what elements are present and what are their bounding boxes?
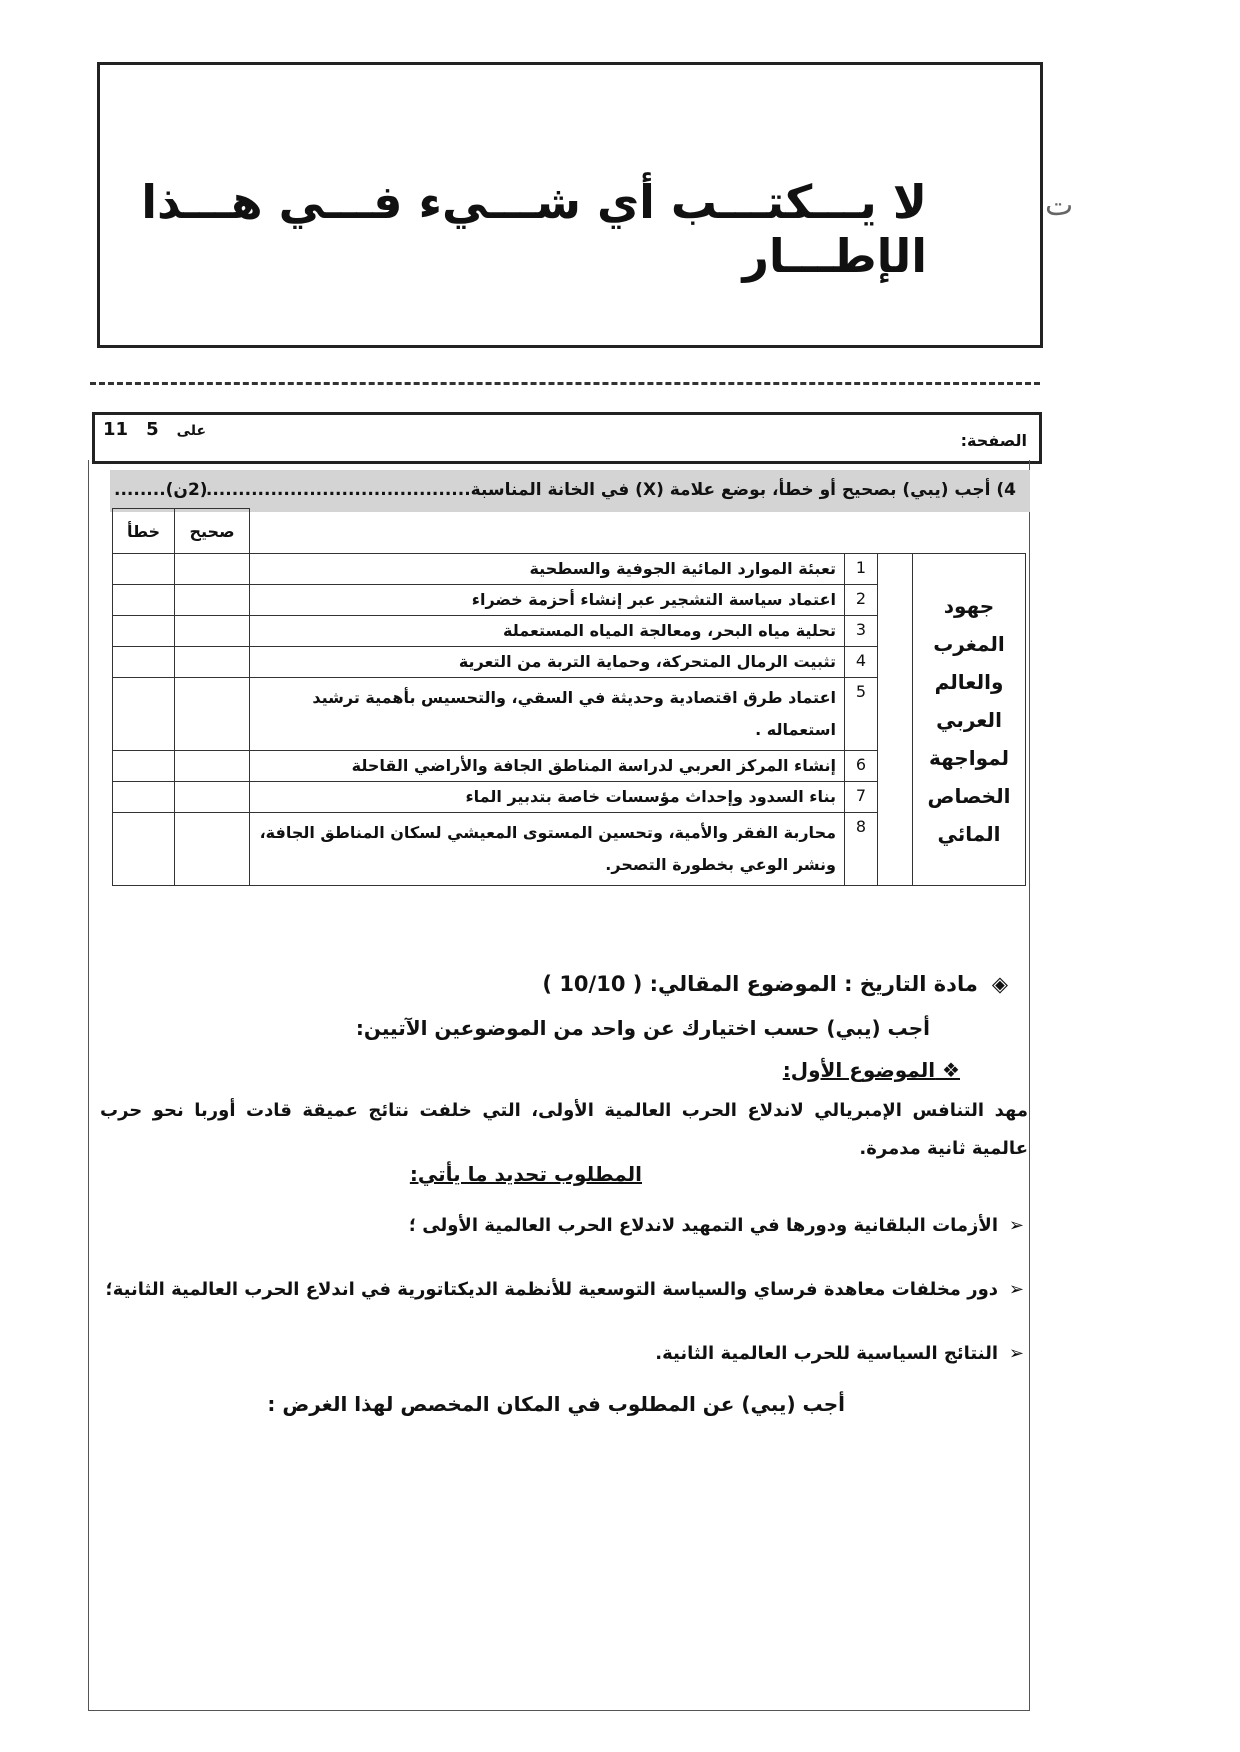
topic1-heading	[783, 1058, 960, 1082]
true-checkbox-cell[interactable]	[175, 647, 250, 678]
history-title-text: مادة التاريخ : الموضوع المقالي: ( 10/10 )	[542, 972, 978, 996]
choose-instruction: أجب (يبي) حسب اختيارك عن واحد من الموضوعين الآتيين:	[355, 1016, 930, 1040]
item-number: 3	[845, 616, 878, 647]
item-number: 4	[845, 647, 878, 678]
task-item	[100, 1269, 1024, 1311]
item-number: 7	[845, 782, 878, 813]
table-row	[113, 554, 1026, 585]
row-group-label: جهود المغرب والعالم العربي لمواجهة الخصاص المائي	[913, 554, 1026, 886]
false-checkbox-cell[interactable]	[113, 616, 175, 647]
true-checkbox-cell[interactable]	[175, 678, 250, 751]
false-checkbox-cell[interactable]	[113, 813, 175, 886]
col-true: صحيح	[175, 509, 250, 554]
item-number: 8	[845, 813, 878, 886]
true-checkbox-cell[interactable]	[175, 585, 250, 616]
true-checkbox-cell[interactable]	[175, 813, 250, 886]
question-instruction: 4) أجب (يبي) بصحيح أو خطأ، بوضع علامة (X) في الخانة المناسبة.........................................	[205, 480, 1016, 500]
false-checkbox-cell[interactable]	[113, 585, 175, 616]
true-false-table	[112, 508, 1026, 886]
item-statement: تعبئة الموارد المائية الجوفية والسطحية	[250, 554, 845, 585]
page-total: 11	[103, 419, 129, 440]
task-text: الأزمات البلقانية ودورها في التمهيد لاندلاع الحرب العالمية الأولى ؛	[408, 1215, 998, 1236]
no-write-notice: لا يـــكتـــب أي شـــيء فـــي هـــذا الإطـــار	[141, 175, 927, 283]
task-item	[100, 1205, 1024, 1247]
true-checkbox-cell[interactable]	[175, 554, 250, 585]
arrow-bullet-icon: ➢	[1008, 1215, 1024, 1236]
true-checkbox-cell[interactable]	[175, 782, 250, 813]
false-checkbox-cell[interactable]	[113, 647, 175, 678]
item-statement: تحلية مياه البحر، ومعالجة المياه المستعملة	[250, 616, 845, 647]
item-statement: تثبيت الرمال المتحركة، وحماية التربة من التعرية	[250, 647, 845, 678]
item-number: 1	[845, 554, 878, 585]
arrow-bullet-icon: ➢	[1008, 1279, 1024, 1300]
page-header	[92, 412, 1042, 464]
margin-mark: ت	[1045, 188, 1074, 223]
false-checkbox-cell[interactable]	[113, 554, 175, 585]
task-text: النتائج السياسية للحرب العالمية الثانية.	[655, 1343, 998, 1364]
item-statement: اعتماد سياسة التشجير عبر إنشاء أحزمة خضراء	[250, 585, 845, 616]
item-statement: بناء السدود وإحداث مؤسسات خاصة بتدبير الماء	[250, 782, 845, 813]
task-item	[100, 1333, 1024, 1375]
question-header	[110, 470, 1030, 512]
page-number	[103, 419, 224, 440]
item-number: 5	[845, 678, 878, 751]
page-label: الصفحة:	[960, 431, 1027, 450]
star-icon: ❖	[935, 1058, 960, 1082]
item-statement: اعتماد طرق اقتصادية وحديثة في السقي، والتحسيس بأهمية ترشيد استعماله .	[250, 678, 845, 751]
false-checkbox-cell[interactable]	[113, 751, 175, 782]
true-checkbox-cell[interactable]	[175, 751, 250, 782]
item-number: 6	[845, 751, 878, 782]
item-statement: إنشاء المركز العربي لدراسة المناطق الجافة والأراضي القاحلة	[250, 751, 845, 782]
question-points: (2ن)........	[114, 480, 208, 500]
page-current: 5	[146, 419, 159, 440]
context-paragraph: مهد التنافس الإمبريالي لاندلاع الحرب العالمية الأولى، التي خلفت نتائج عميقة قادت أوربا نحو حرب عالمية ثانية مدمرة.	[100, 1100, 1028, 1159]
col-false: خطأ	[113, 509, 175, 554]
answer-note: أجب (يبي) عن المطلوب في المكان المخصص لهذا الغرض :	[267, 1392, 845, 1416]
topic1-text: الموضوع الأول:	[782, 1058, 936, 1082]
required-heading: المطلوب تحديد ما يأتي:	[409, 1162, 642, 1186]
true-checkbox-cell[interactable]	[175, 616, 250, 647]
false-checkbox-cell[interactable]	[113, 678, 175, 751]
page-of: على	[176, 423, 207, 439]
task-text: دور مخلفات معاهدة فرساي والسياسة التوسعية للأنظمة الديكتاتورية في اندلاع الحرب العالمية الثانية؛	[105, 1279, 998, 1300]
task-list	[100, 1205, 1028, 1397]
false-checkbox-cell[interactable]	[113, 782, 175, 813]
item-number: 2	[845, 585, 878, 616]
diamond-icon: ◈	[991, 972, 1008, 996]
blank-column	[878, 554, 913, 886]
cut-line	[90, 382, 1040, 385]
arrow-bullet-icon: ➢	[1008, 1343, 1024, 1364]
history-title	[542, 972, 1008, 996]
item-statement: محاربة الفقر والأمية، وتحسين المستوى المعيشي لسكان المناطق الجافة، ونشر الوعي بخطورة التصحر.	[250, 813, 845, 886]
